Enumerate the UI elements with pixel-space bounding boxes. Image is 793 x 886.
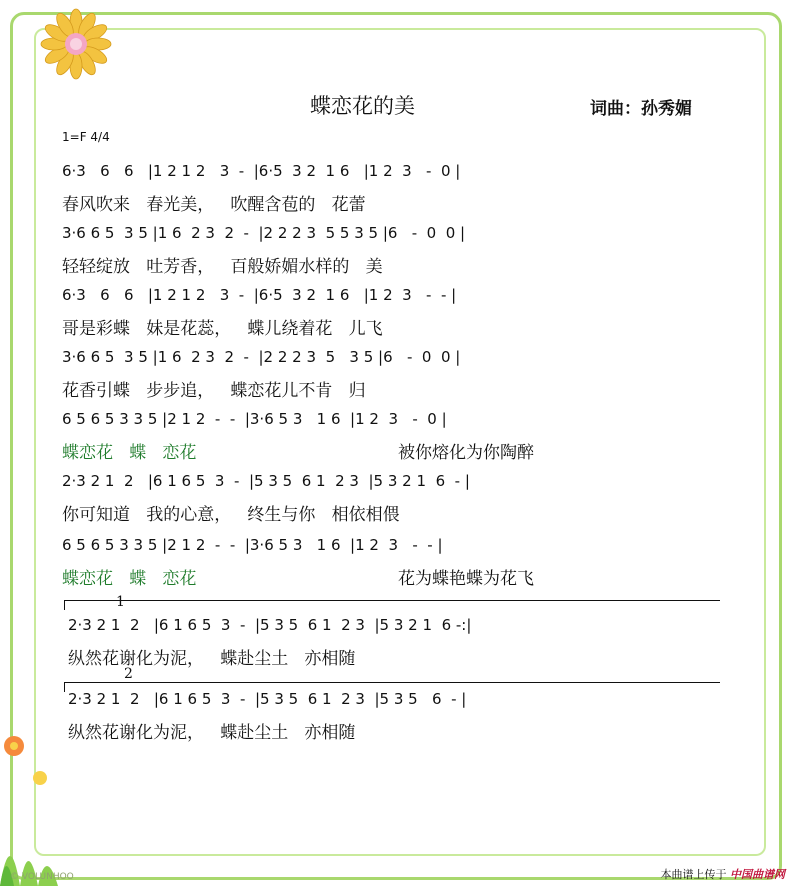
flower-icon — [40, 8, 112, 80]
lyrics-chorus: 蝶恋花 蝶 恋花 — [62, 443, 197, 463]
notes: 6·3 6 6 |1 2 1 2 3 - |6·5 3 2 1 6 |1 2 3 - 0 | — [62, 162, 461, 180]
lyrics-chorus: 蝶恋花 蝶 恋花 — [62, 569, 197, 589]
lyrics: 纵然花谢化为泥， 蝶赴尘土 亦相随 — [68, 723, 356, 743]
notation-line — [0, 224, 793, 254]
lyric-line — [0, 438, 793, 468]
notes: 2·3 2 1 2 |6 1 6 5 3 - |5 3 5 6 1 2 3 |5 3 2 1 6 -:| — [68, 616, 472, 634]
notes: 6 5 6 5 3 3 5 |2 1 2 - - |3·6 5 3 1 6 |1 2 3 - 0 | — [62, 410, 447, 428]
footer-prefix: 本曲谱上传于 — [660, 868, 727, 881]
footer-credit — [661, 866, 786, 882]
composer-credit: 词曲：孙秀媚 — [590, 99, 692, 119]
lyrics: 哥是彩蝶 妹是花蕊， 蝶儿绕着花 儿飞 — [62, 319, 383, 339]
volta-number: 1 — [116, 594, 125, 610]
lyrics: 你可知道 我的心意， 终生与你 相依相偎 — [62, 505, 400, 525]
site-brand[interactable]: 中国曲谱网 — [730, 868, 785, 881]
notes: 2·3 2 1 2 |6 1 6 5 3 - |5 3 5 6 1 2 3 |5 3 2 1 6 - | — [62, 472, 470, 490]
notation-line — [0, 410, 793, 440]
lyric-line — [0, 252, 793, 282]
volta-number: 2 — [124, 666, 133, 682]
notation-line — [0, 348, 793, 378]
lyric-line — [0, 718, 793, 748]
notes: 3·6 6 5 3 5 |1 6 2 3 2 - |2 2 2 3 5 3 5 |6 - 0 0 | — [62, 348, 461, 366]
lyric-line — [0, 564, 793, 594]
lyric-line — [0, 644, 793, 674]
notation-line — [0, 536, 793, 566]
lyric-line — [0, 190, 793, 220]
watermark: © VOLUNHOO — [10, 872, 74, 882]
lyric-line — [0, 314, 793, 344]
notes: 6 5 6 5 3 3 5 |2 1 2 - - |3·6 5 3 1 6 |1 2 3 - - | — [62, 536, 443, 554]
lyrics: 轻轻绽放 吐芳香， 百般娇媚水样的 美 — [62, 257, 383, 277]
notation-line — [0, 286, 793, 316]
notes: 6·3 6 6 |1 2 1 2 3 - |6·5 3 2 1 6 |1 2 3 - - | — [62, 286, 457, 304]
notation-line — [0, 472, 793, 502]
notes: 3·6 6 5 3 5 |1 6 2 3 2 - |2 2 2 3 5 5 3 5 |6 - 0 0 | — [62, 224, 466, 242]
lyrics: 花为蝶艳蝶为花飞 — [398, 569, 534, 589]
lyric-line — [0, 376, 793, 406]
notes: 2·3 2 1 2 |6 1 6 5 3 - |5 3 5 6 1 2 3 |5 3 5 6 - | — [68, 690, 467, 708]
volta-bracket — [64, 682, 720, 683]
lyrics: 纵然花谢化为泥， 蝶赴尘土 亦相随 — [68, 649, 356, 669]
notation-line — [0, 690, 793, 720]
lyrics: 被你熔化为你陶醉 — [398, 443, 534, 463]
volta-bracket — [64, 600, 720, 601]
notation-line — [0, 616, 793, 646]
lyrics: 花香引蝶 步步追， 蝶恋花儿不肯 归 — [62, 381, 366, 401]
notation-line — [0, 162, 793, 192]
lyrics: 春风吹来 春光美， 吹醒含苞的 花蕾 — [62, 195, 366, 215]
volta-bracket-edge — [64, 600, 65, 610]
song-title: 蝶恋花的美 — [310, 94, 415, 118]
lyric-line — [0, 500, 793, 530]
key-signature: 1=F 4/4 — [62, 130, 110, 144]
